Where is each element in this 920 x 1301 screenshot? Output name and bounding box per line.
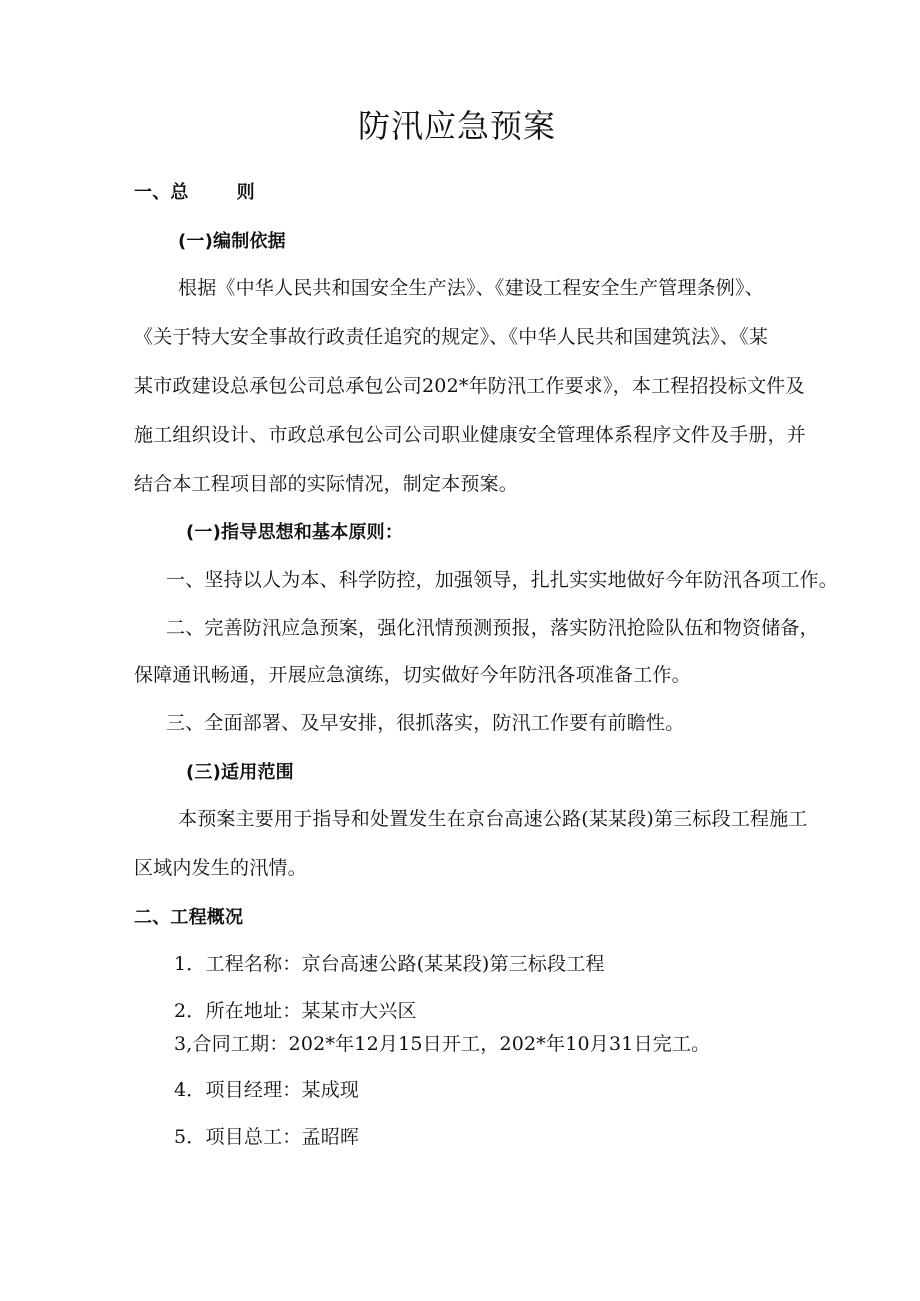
subsection-3-heading: (三)适用范围 xyxy=(186,762,294,783)
paragraph-line: 结合本工程项目部的实际情况，制定本预案。 xyxy=(134,473,519,495)
paragraph-line: 施工组织设计、市政总承包公司公司职业健康安全管理体系程序文件及手册，并 xyxy=(134,424,807,446)
principle-line: 二、完善防汛应急预案，强化汛情预测预报，落实防汛抢险队伍和物资储备， xyxy=(166,617,819,639)
project-item: 4．项目经理：某成现 xyxy=(174,1079,360,1101)
section-1-heading-part-b: 则 xyxy=(236,182,255,203)
section-1-heading-part-a: 一、总 xyxy=(134,182,189,203)
paragraph-line: 某市政建设总承包公司总承包公司202*年防汛工作要求》，本工程招投标文件及 xyxy=(134,375,805,397)
scope-line: 区域内发生的汛情。 xyxy=(134,857,307,879)
subsection-2-heading: (一)指导思想和基本原则： xyxy=(186,522,404,543)
paragraph-line: 《关于特大安全事故行政责任追究的规定》、《中华人民共和国建筑法》、《某 xyxy=(134,326,769,348)
scope-line: 本预案主要用于指导和处置发生在京台高速公路(某某段)第三标段工程施工 xyxy=(178,808,808,830)
project-item: 1．工程名称：京台高速公路(某某段)第三标段工程 xyxy=(174,953,605,975)
subsection-1-heading: (一)编制依据 xyxy=(178,231,286,252)
principle-line: 三、全面部署、及早安排，很抓落实，防汛工作要有前瞻性。 xyxy=(166,712,685,734)
project-item: 5．项目总工：孟昭晖 xyxy=(174,1126,360,1148)
paragraph-line: 根据《中华人民共和国安全生产法》、《建设工程安全生产管理条例》、 xyxy=(178,277,764,299)
section-2-heading: 二、工程概况 xyxy=(134,907,244,928)
document-title: 防汛应急预案 xyxy=(358,107,557,145)
project-item: 3,合同工期：202*年12月15日开工，202*年10月31日完工。 xyxy=(174,1033,711,1055)
project-item: 2．所在地址：某某市大兴区 xyxy=(174,1000,417,1022)
principle-line: 一、坚持以人为本、科学防控，加强领导，扎扎实实地做好今年防汛各项工作。 xyxy=(166,569,839,591)
principle-line: 保障通讯畅通，开展应急演练，切实做好今年防汛各项准备工作。 xyxy=(134,664,691,686)
section-1-heading xyxy=(134,180,255,206)
